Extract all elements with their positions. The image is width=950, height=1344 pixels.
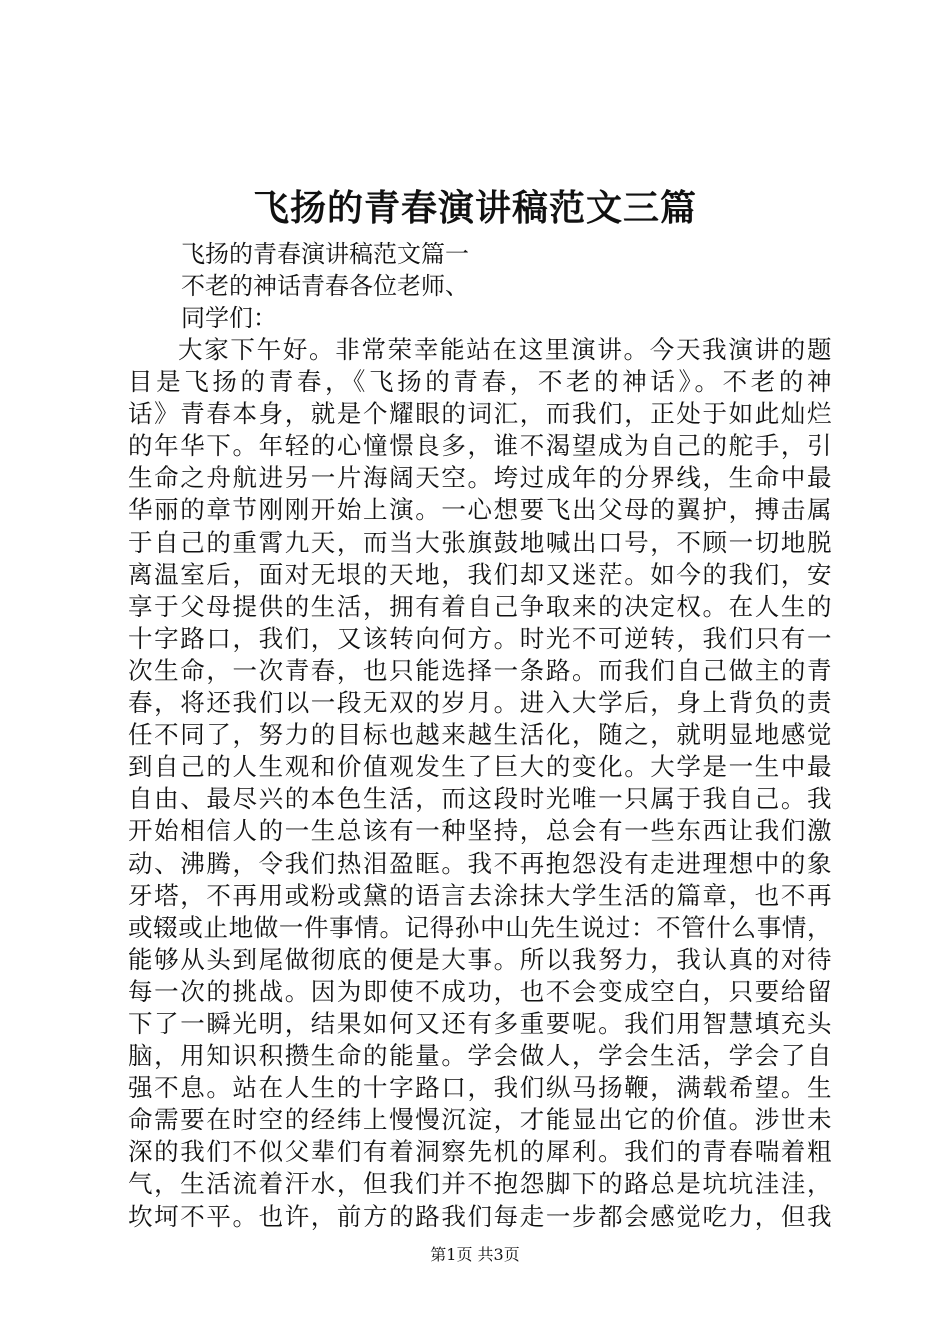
body-line: 坎坷不平。也许，前方的路我们每走一步都会感觉吃力，但我 [128,1201,832,1231]
body-line: 目是飞扬的青春，《飞扬的青春，不老的神话》。不老的神 [128,367,832,397]
page-footer: 第1页 共3页 [430,1245,520,1264]
body-line: 大家下午好。非常荣幸能站在这里演讲。今天我演讲的题 [178,335,832,364]
body-line: 能够从头到尾做彻底的便是大事。所以我努力，我认真的对待 [128,944,832,974]
body-line: 命需要在时空的经纬上慢慢沉淀，才能显出它的价值。涉世未 [128,1105,832,1135]
body-line: 强不息。站在人生的十字路口，我们纵马扬鞭，满载希望。生 [128,1073,832,1103]
body-line: 动、沸腾，令我们热泪盈眶。我不再抱怨没有走进理想中的象 [128,848,832,878]
body-line: 话》青春本身，就是个耀眼的词汇，而我们，正处于如此灿烂 [128,399,832,429]
body-line: 脑，用知识积攒生命的能量。学会做人，学会生活，学会了自 [128,1041,832,1071]
body-line: 深的我们不似父辈们有着洞察先机的犀利。我们的青春喘着粗 [128,1137,832,1167]
body-line: 气，生活流着汗水，但我们并不抱怨脚下的路总是坑坑洼洼， [128,1169,832,1199]
body-line: 生命之舟航进另一片海阔天空。垮过成年的分界线，生命中最 [128,463,832,493]
body-line: 到自己的人生观和价值观发生了巨大的变化。大学是一生中最 [128,752,832,782]
body-line: 的年华下。年轻的心憧憬良多，谁不渴望成为自己的舵手，引 [128,431,832,461]
intro-line: 同学们： [181,304,277,332]
body-line: 十字路口，我们，又该转向何方。时光不可逆转，我们只有一 [128,623,832,653]
body-line: 享于父母提供的生活，拥有着自己争取来的决定权。在人生的 [128,591,832,621]
body-line: 或辍或止地做一件事情。记得孙中山先生说过：不管什么事情， [128,912,832,942]
intro-block [181,238,821,334]
body-paragraph [128,334,832,1233]
body-line: 开始相信人的一生总该有一种坚持，总会有一些东西让我们激 [128,816,832,846]
body-line: 离温室后，面对无垠的天地，我们却又迷茫。如今的我们，安 [128,559,832,589]
body-line: 下了一瞬光明，结果如何又还有多重要呢。我们用智慧填充头 [128,1008,832,1038]
body-line: 华丽的章节刚刚开始上演。一心想要飞出父母的翼护，搏击属 [128,495,832,525]
intro-line: 不老的神话青春各位老师、 [181,272,469,300]
body-line: 次生命，一次青春，也只能选择一条路。而我们自己做主的青 [128,655,832,685]
body-line: 每一次的挑战。因为即使不成功，也不会变成空白，只要给留 [128,976,832,1006]
intro-line: 飞扬的青春演讲稿范文篇一 [181,240,469,268]
body-line: 牙塔，不再用或粉或黛的语言去涂抹大学生活的篇章，也不再 [128,880,832,910]
body-line: 于自己的重霄九天，而当大张旗鼓地喊出口号，不顾一切地脱 [128,527,832,557]
body-line: 春，将还我们以一段无双的岁月。进入大学后，身上背负的责 [128,688,832,718]
document-title: 飞扬的青春演讲稿范文三篇 [252,187,697,229]
body-line: 任不同了，努力的目标也越来越生活化，随之，就明显地感觉 [128,720,832,750]
body-line: 自由、最尽兴的本色生活，而这段时光唯一只属于我自己。我 [128,784,832,814]
